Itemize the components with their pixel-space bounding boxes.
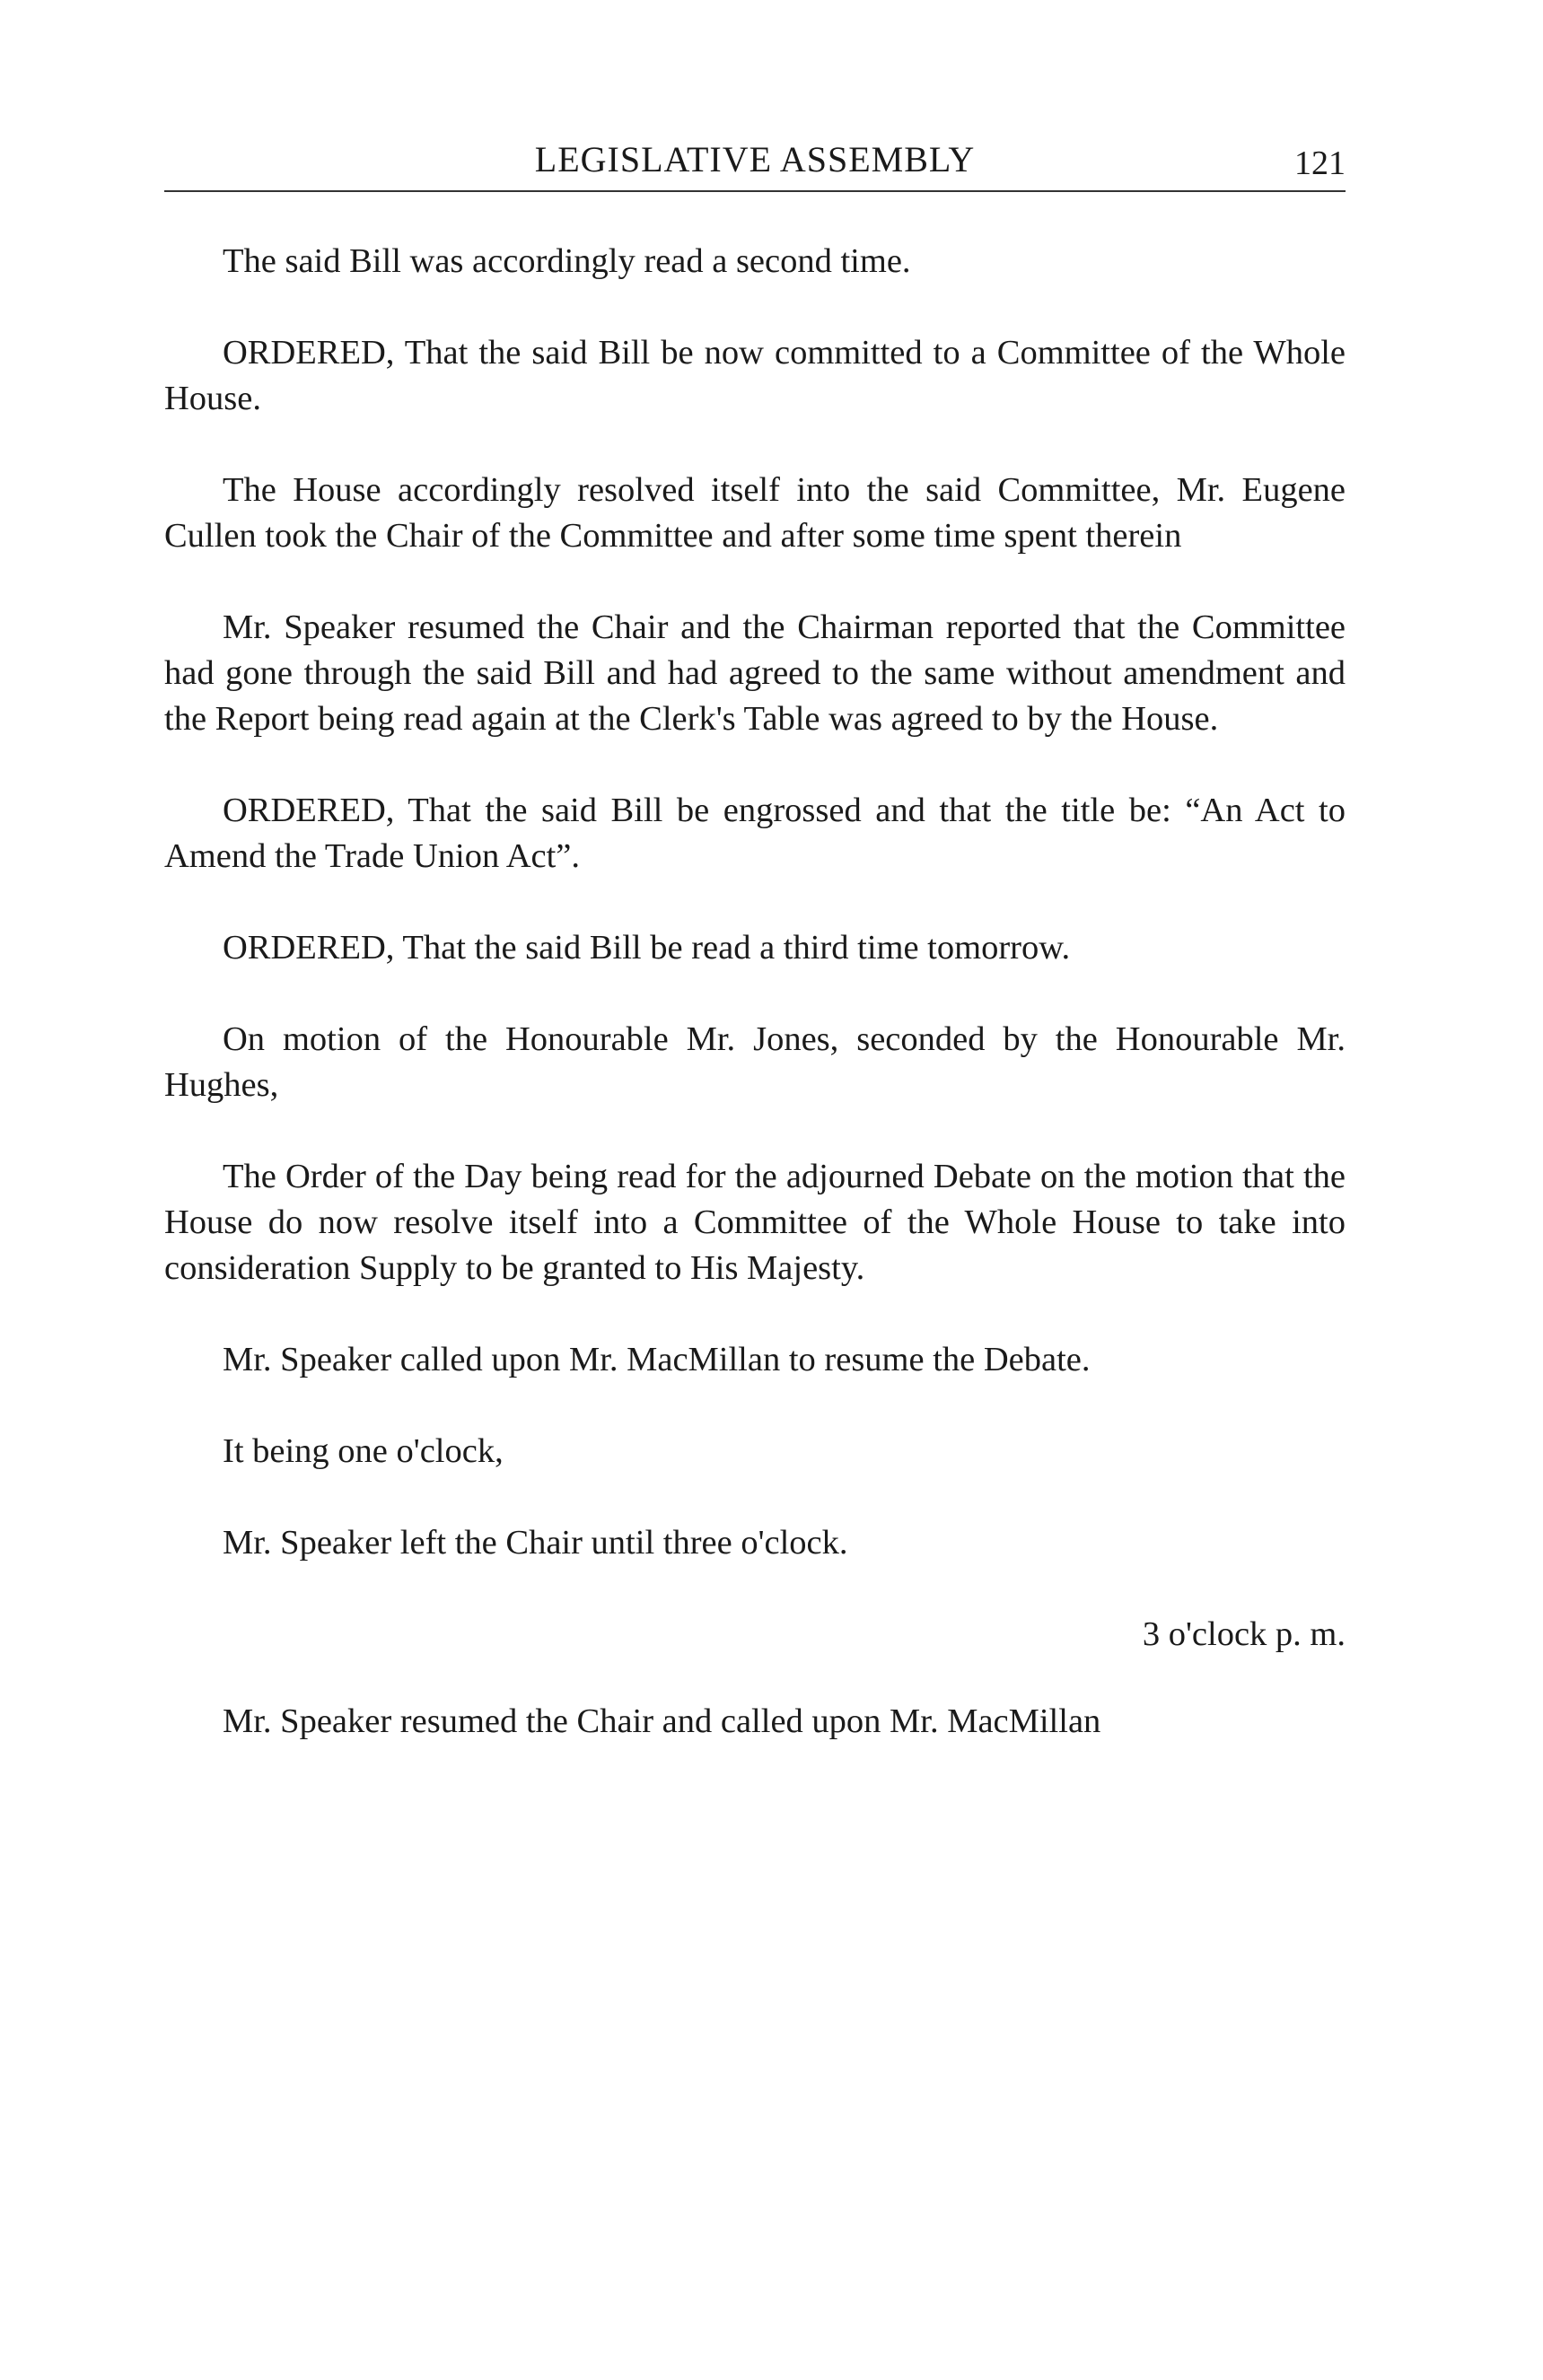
header-rule [164,190,1346,192]
paragraph-one-oclock: It being one o'clock, [223,1432,504,1470]
paragraph-speaker-resumed-report: Mr. Speaker resumed the Chair and the Chairman reported that the Committee had gone through the said Bill and had agreed to the same without amendment and the Report being read again at the Clerk's Table was agreed to by the House. [164,608,1346,738]
page-number: 121 [1294,144,1346,182]
paragraph-house-resolved: The House accordingly resolved itself into the said Committee, Mr. Eugene Cullen took the Chair of the Committee and after some time spent therein [164,471,1346,555]
page-header [164,135,1346,188]
running-head: LEGISLATIVE ASSEMBLY [534,139,976,179]
paragraph-ordered-committee: ORDERED, That the said Bill be now committed to a Committee of the Whole House. [164,334,1346,417]
paragraph-ordered-engrossed: ORDERED, That the said Bill be engrossed and that the title be: “An Act to Amend the Trade Union Act”. [164,792,1346,875]
paragraph-second-reading: The said Bill was accordingly read a second time. [223,242,911,280]
paragraph-speaker-left-chair: Mr. Speaker left the Chair until three o'clock. [223,1524,848,1562]
paragraph-speaker-called-macmillan: Mr. Speaker called upon Mr. MacMillan to resume the Debate. [223,1341,1091,1378]
paragraph-order-of-the-day: The Order of the Day being read for the adjourned Debate on the motion that the House do now resolve itself into a Committee of the Whole House to take into consideration Supply to be granted to His Majesty. [164,1158,1346,1287]
paragraph-speaker-resumed-macmillan: Mr. Speaker resumed the Chair and called upon Mr. MacMillan [223,1702,1101,1740]
time-stamp-three-pm: 3 o'clock p. m. [1142,1615,1346,1653]
paragraph-ordered-third-reading: ORDERED, That the said Bill be read a third time tomorrow. [223,929,1071,967]
journal-body [164,239,1346,1790]
paragraph-motion-jones: On motion of the Honourable Mr. Jones, seconded by the Honourable Mr. Hughes, [164,1020,1346,1104]
